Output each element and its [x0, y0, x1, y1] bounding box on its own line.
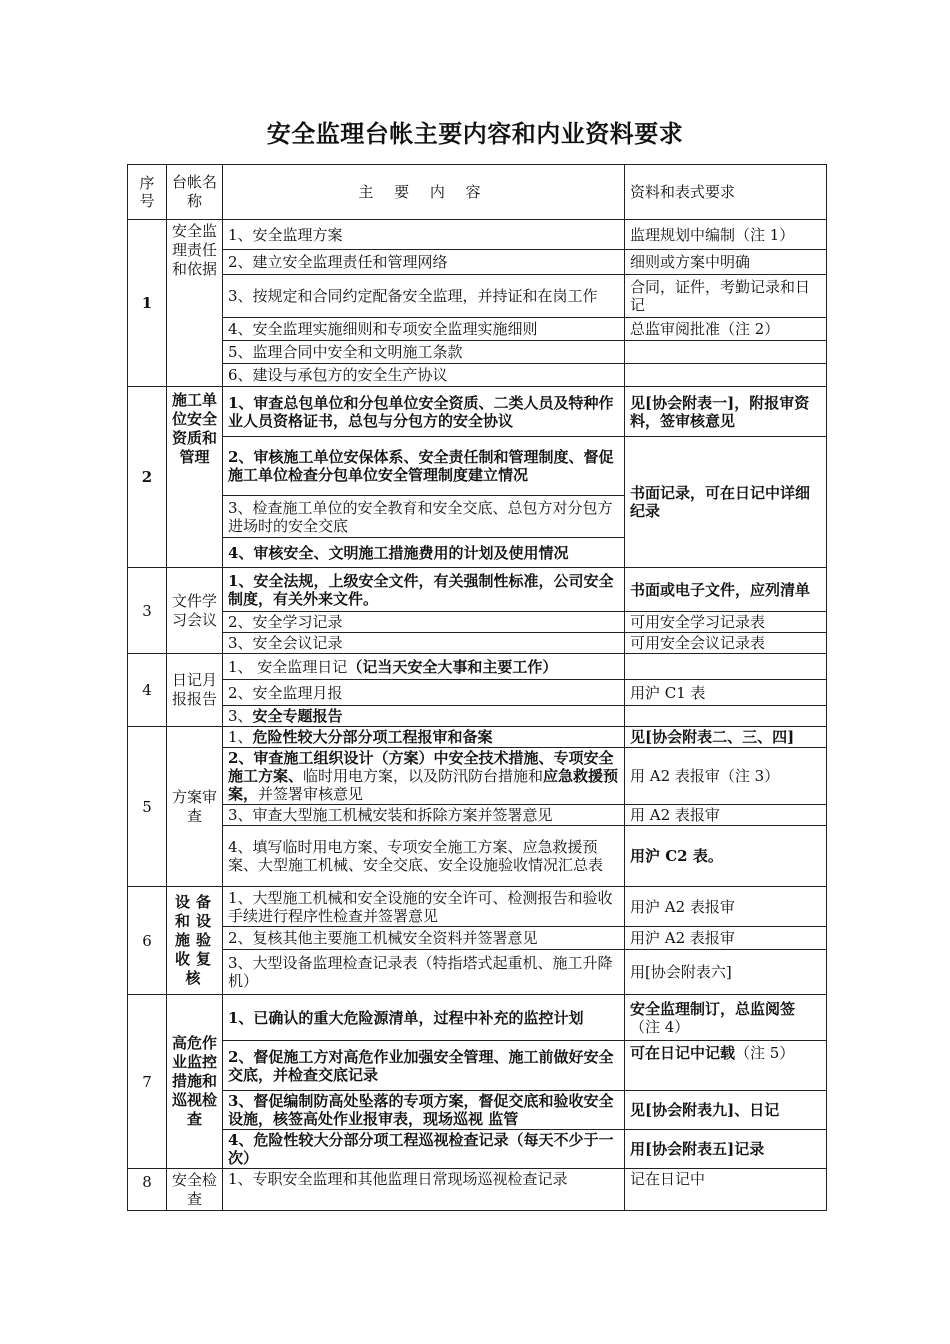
- table-row: [128, 275, 827, 318]
- content-cell: 4、危险性较大分部分项工程巡视检查记录（每天不少于一次）: [223, 1130, 625, 1169]
- table-row: [128, 727, 827, 748]
- table-row: [128, 568, 827, 612]
- table-row: [128, 680, 827, 706]
- table-row: [128, 927, 827, 950]
- group-name: 高危作业监控措施和巡视检查: [167, 995, 223, 1169]
- group-name: 设备和设施验收复核: [167, 887, 223, 995]
- req-cell: 总监审阅批准（注 2）: [625, 318, 827, 341]
- content-cell: 4、填写临时用电方案、专项安全施工方案、应急救援预案、大型施工机械、安全交底、安全设施验收情况汇总表: [223, 826, 625, 887]
- table-row: [128, 995, 827, 1041]
- table-row: [128, 1041, 827, 1091]
- group-index: 6: [128, 887, 167, 995]
- req-cell: 书面记录，可在日记中详细纪录: [625, 437, 827, 568]
- group-index: 5: [128, 727, 167, 887]
- content-cell: [223, 654, 625, 680]
- content-emphasis: （记当天安全大事和主要工作）: [347, 657, 558, 676]
- content-cell: 3、审查大型施工机械安装和拆除方案并签署意见: [223, 805, 625, 826]
- content-cell: 1、大型施工机械和安全设施的安全许可、检测报告和验收手续进行程序性检查并签署意见: [223, 887, 625, 927]
- content-cell: 2、审核施工单位安保体系、安全责任制和管理制度、督促施工单位检查分包单位安全管理制度建立情况: [223, 437, 625, 496]
- header-idx: 序号: [128, 165, 167, 220]
- group-name: 施工单位安全资质和管理: [167, 387, 223, 568]
- group-index: 3: [128, 568, 167, 654]
- req-cell: [625, 706, 827, 727]
- content-text: 临时用电方案，以及防汛防台措施和: [303, 767, 544, 785]
- content-cell: 2、安全监理月报: [223, 680, 625, 706]
- req-cell: 用沪 C2 表。: [625, 826, 827, 887]
- req-cell: 细则或方案中明确: [625, 250, 827, 275]
- req-cell: 用 A2 表报审: [625, 805, 827, 826]
- table-row: [128, 341, 827, 364]
- req-cell: [625, 364, 827, 387]
- content-cell: 2、建立安全监理责任和管理网络: [223, 250, 625, 275]
- req-cell: 可用安全会议记录表: [625, 633, 827, 654]
- content-text: 3、: [228, 707, 253, 725]
- page-title: 安全监理台帐主要内容和内业资料要求: [266, 120, 684, 148]
- content-emphasis: 2、审查施工组织设计（方案）中安全技术措施、专项安全施工方案、: [228, 749, 614, 785]
- req-text: （注 4）: [630, 1017, 690, 1036]
- table-row: [128, 250, 827, 275]
- content-emphasis: 危险性较大分部分项工程报审和备案: [252, 728, 493, 746]
- req-cell: [625, 341, 827, 364]
- ledger-table: [127, 164, 827, 1211]
- table-row: [128, 1169, 827, 1211]
- req-cell: 合同，证件，考勤记录和日记: [625, 275, 827, 318]
- content-cell: 1、审查总包单位和分包单位安全资质、二类人员及特种作业人员资格证书，总包与分包方的安全协议: [223, 387, 625, 437]
- content-cell: [223, 727, 625, 748]
- content-cell: 1、安全法规，上级安全文件，有关强制性标准，公司安全制度，有关外来文件。: [223, 568, 625, 612]
- group-index: 2: [128, 387, 167, 568]
- req-emphasis: 可在日记中记载: [630, 1044, 736, 1062]
- content-cell: 2、复核其他主要施工机械安全资料并签署意见: [223, 927, 625, 950]
- content-cell: [223, 706, 625, 727]
- table-row: [128, 654, 827, 680]
- req-cell: 用沪 A2 表报审: [625, 887, 827, 927]
- content-emphasis: 应急救援预案，: [228, 767, 619, 803]
- table-row: [128, 437, 827, 496]
- table-row: [128, 318, 827, 341]
- req-emphasis: 安全监理制订，总监阅签: [630, 999, 796, 1018]
- content-cell: 3、大型设备监理检查记录表（特指塔式起重机、施工升降机）: [223, 950, 625, 995]
- content-cell: 4、安全监理实施细则和专项安全监理实施细则: [223, 318, 625, 341]
- req-cell: 书面或电子文件，应列清单: [625, 568, 827, 612]
- group-name: 日记月报报告: [167, 654, 223, 727]
- table-row: [128, 612, 827, 633]
- req-cell: 用 A2 表报审（注 3）: [625, 748, 827, 805]
- content-cell: 3、按规定和合同约定配备安全监理，并持证和在岗工作: [223, 275, 625, 318]
- content-cell: 3、安全会议记录: [223, 633, 625, 654]
- table-row: [128, 1091, 827, 1130]
- content-text: 并签署审核意见: [258, 785, 364, 803]
- group-name: 方案审查: [167, 727, 223, 887]
- content-cell: 1、安全监理方案: [223, 220, 625, 250]
- header-content: 主 要 内 容: [223, 165, 625, 220]
- content-text: 1、: [228, 728, 253, 746]
- table-row: [128, 826, 827, 887]
- req-cell: [625, 1041, 827, 1091]
- content-cell: 5、监理合同中安全和文明施工条款: [223, 341, 625, 364]
- group-index: 4: [128, 654, 167, 727]
- content-cell: 3、检查施工单位的安全教育和安全交底、总包方对分包方进场时的安全交底: [223, 496, 625, 538]
- req-cell: 用[协会附表六]: [625, 950, 827, 995]
- table-row: [128, 633, 827, 654]
- table-row: [128, 1130, 827, 1169]
- req-cell: [625, 654, 827, 680]
- content-cell: 3、督促编制防高处坠落的专项方案，督促交底和验收安全设施，核签高处作业报审表，现场巡视 监管: [223, 1091, 625, 1130]
- content-cell: 4、审核安全、文明施工措施费用的计划及使用情况: [223, 538, 625, 568]
- table-row: [128, 805, 827, 826]
- req-cell: 监理规划中编制（注 1）: [625, 220, 827, 250]
- req-text: （注 5）: [735, 1044, 795, 1062]
- req-cell: 记在日记中: [625, 1169, 827, 1211]
- content-cell: 2、督促施工方对高危作业加强安全管理、施工前做好安全交底，并检查交底记录: [223, 1041, 625, 1091]
- group-name: 安全检查: [167, 1169, 223, 1211]
- group-index: 1: [128, 220, 167, 387]
- table-row: [128, 887, 827, 927]
- req-cell: 用[协会附表五]记录: [625, 1130, 827, 1169]
- table-row: [128, 364, 827, 387]
- group-index: 8: [128, 1169, 167, 1211]
- table-row: [128, 387, 827, 437]
- content-cell: 2、安全学习记录: [223, 612, 625, 633]
- content-cell: 1、专职安全监理和其他监理日常现场巡视检查记录: [223, 1169, 625, 1211]
- group-index: 7: [128, 995, 167, 1169]
- content-text: 1、 安全监理日记: [228, 657, 348, 676]
- req-cell: 见[协会附表九]、日记: [625, 1091, 827, 1130]
- req-cell: 可用安全学习记录表: [625, 612, 827, 633]
- req-cell: [625, 995, 827, 1041]
- table-row: [128, 950, 827, 995]
- content-emphasis: 安全专题报告: [252, 707, 343, 725]
- header-name: 台帐名称: [167, 165, 223, 220]
- req-cell: 用沪 A2 表报审: [625, 927, 827, 950]
- content-cell: [223, 748, 625, 805]
- table-row: [128, 220, 827, 250]
- req-cell: 见[协会附表二、三、四]: [625, 727, 827, 748]
- group-name: 安全监理责任和依据: [167, 220, 223, 387]
- req-cell: 用沪 C1 表: [625, 680, 827, 706]
- group-name: 文件学习会议: [167, 568, 223, 654]
- header-req: 资料和表式要求: [625, 165, 827, 220]
- header-row: [128, 165, 827, 220]
- req-cell: 见[协会附表一]，附报审资料，签审核意见: [625, 387, 827, 437]
- content-cell: 1、已确认的重大危险源清单，过程中补充的监控计划: [223, 995, 625, 1041]
- content-cell: 6、建设与承包方的安全生产协议: [223, 364, 625, 387]
- table-row: [128, 706, 827, 727]
- table-row: [128, 748, 827, 805]
